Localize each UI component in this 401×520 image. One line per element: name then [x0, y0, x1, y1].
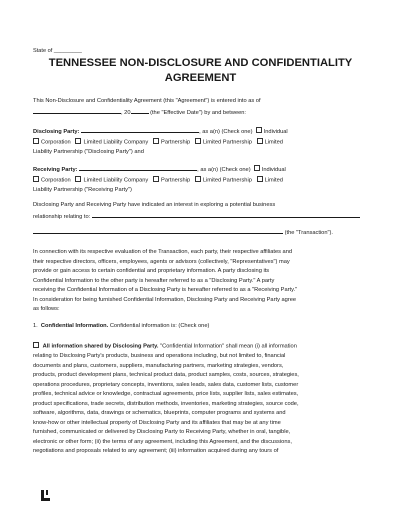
disclosing-partnership-checkbox[interactable] [153, 138, 159, 144]
title-line-1: TENNESSEE NON-DISCLOSURE AND CONFIDENTIALITY [48, 57, 353, 69]
year-blank[interactable] [131, 107, 149, 114]
transaction-blank-1[interactable] [92, 211, 360, 218]
receiving-llc-checkbox[interactable] [75, 176, 81, 182]
receiving-party-name-blank[interactable] [79, 164, 197, 171]
all-information-checkbox[interactable] [33, 342, 39, 348]
section-1-heading: 1. Confidential Information. Confidential information is: (Check one) [33, 323, 210, 329]
disclosing-party-name-blank[interactable] [81, 126, 199, 133]
document-title [0, 56, 401, 86]
disclosing-llc-checkbox[interactable] [75, 138, 81, 144]
receiving-individual-checkbox[interactable] [254, 165, 260, 171]
brand-logo-icon [40, 489, 52, 503]
transaction-blank-2[interactable] [33, 227, 283, 234]
state-line: State of _________ [33, 48, 82, 54]
receiving-lp-checkbox[interactable] [195, 176, 201, 182]
disclosing-party-label: Disclosing Party: [33, 129, 80, 135]
receiving-corporation-checkbox[interactable] [33, 176, 39, 182]
date-blank[interactable] [33, 107, 121, 114]
disclosing-llp-checkbox[interactable] [257, 138, 263, 144]
disclosing-individual-checkbox[interactable] [256, 127, 262, 133]
intro-line-1: This Non-Disclosure and Confidentiality Agreement (this "Agreement") is entered into as of [33, 98, 261, 104]
interest-paragraph: Disclosing Party and Receiving Party have indicated an interest in exploring a potential business relationship relating to: (the "Transaction"). [33, 201, 388, 239]
receiving-party-block: Receiving Party: , as a(n) (Check one) Individual Corporation Limited Liability Company Partnership Limited Partnership Limited Liability Partnership ("Receiving Party") [33, 164, 388, 195]
disclosing-party-block: Disclosing Party: , as a(n) (Check one) Individual Corporation Limited Liability Company Partnership Limited Partnership Limited Liability Partnership ("Disclosing Party") and [33, 126, 388, 157]
option-all-information: All information shared by Disclosing Party. "Confidential Information" shall mean (i) all information relating to Disclosing Party's products, business and operations including, but not limited to, financial documents and plans, customers, suppliers, manufacturing partners, marketing strategies, vendors, products, product development plans, technical product data, product samples, costs, sources, strategies, operations procedures, proprietary concepts, inventions, sales leads, sales data, customer lists, customer profiles, technical advice or knowledge, contractual agreements, price lists, supplier lists, sales estimates, product specifications, trade secrets, distribution methods, inventories, marketing strategies, source code, software, algorithms, data, drawings or schematics, blueprints, computer programs and systems and know-how or other intellectual property of Disclosing Party and its affiliates that may be at any time furnished, communicated or delivered by Disclosing Party to Receiving Party, whether in oral, tangible, electronic or other form; (ii) the terms of any agreement, including this Agreement, and the discussions, negotiations and proposals related to any agreement; (iii) information acquired during any tours of [33, 343, 299, 455]
receiving-party-label: Receiving Party: [33, 167, 78, 173]
body-paragraph: In connection with its respective evaluation of the Transaction, each party, their respective affiliates and their respective directors, officers, employees, agents or advisors (collectively, "Representatives") may provide or gain access to certain confidential and proprietary information. A party disclosing its Confidential Information to the other party is hereafter referred to as a "Disclosing Party." A party receiving the Confidential Information of a Disclosing Party is hereafter referred to as a "Receiving Party." In consideration for being furnished Confidential Information, Disclosing Party and Receiving Party agree as follows: [33, 249, 298, 312]
receiving-partnership-checkbox[interactable] [153, 176, 159, 182]
disclosing-corporation-checkbox[interactable] [33, 138, 39, 144]
intro-paragraph: This Non-Disclosure and Confidentiality Agreement (this "Agreement") is entered into as of , 20 (the "Effective Date") by and between: [33, 97, 388, 118]
title-line-2: AGREEMENT [164, 72, 237, 84]
receiving-llp-checkbox[interactable] [257, 176, 263, 182]
disclosing-lp-checkbox[interactable] [195, 138, 201, 144]
